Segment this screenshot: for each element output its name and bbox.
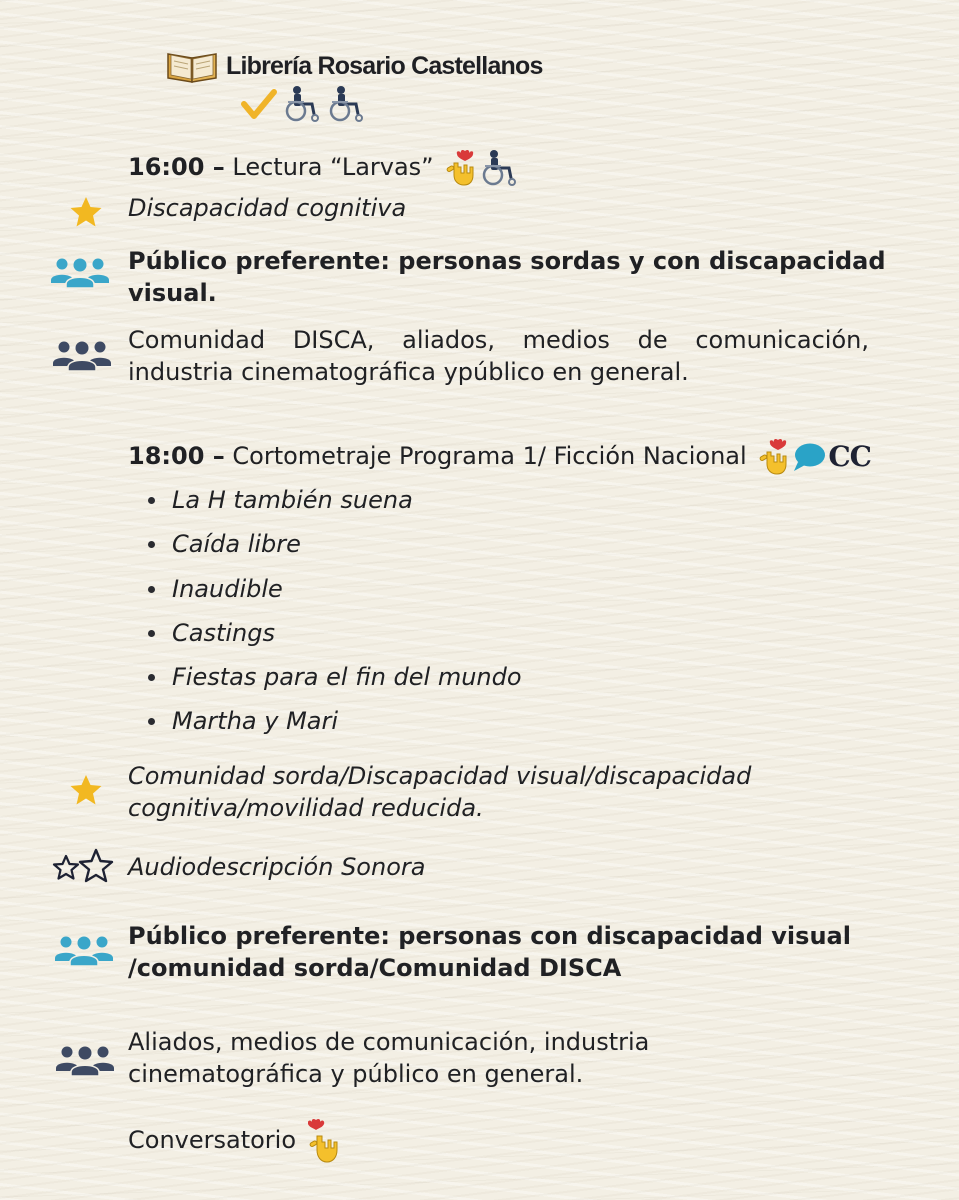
- outline-stars-icon: [50, 848, 116, 888]
- event2-disability: Comunidad sorda/Discapacidad visual/discapacidad cognitiva/movilidad reducida.: [128, 762, 752, 822]
- event2-title: Cortometraje Programa 1/ Ficción Nacional: [232, 442, 747, 470]
- book-icon: [166, 48, 218, 84]
- list-item: La H también suena: [148, 482, 522, 526]
- audience-group-icon: [55, 1044, 115, 1078]
- venue-accessibility-icons: [240, 84, 366, 124]
- event1-preferred-audience: Público preferente: personas sordas y con discapacidad visual.: [128, 247, 886, 307]
- event2-audio-description: Audiodescripción Sonora: [128, 853, 426, 881]
- event2-talk: [128, 1118, 340, 1164]
- list-item: Castings: [148, 615, 522, 659]
- wheelchair-icon: [479, 148, 519, 188]
- wheelchair-icon: [326, 84, 366, 124]
- audience-group-icon: [50, 256, 110, 290]
- list-item: Martha y Mari: [148, 703, 522, 747]
- event1-heading: [128, 148, 519, 188]
- film-list: [148, 482, 522, 748]
- event1-time: 16:00 –: [128, 153, 225, 181]
- audience-group-icon: [52, 339, 112, 373]
- check-icon: [240, 86, 278, 122]
- star-icon: [69, 774, 103, 806]
- event2-general-audience: Aliados, medios de comunicación, industria cinematográfica y público en general.: [128, 1028, 650, 1088]
- event1-disability: Discapacidad cognitiva: [128, 194, 407, 222]
- event2-preferred-audience: Público preferente: personas con discapacidad visual /comunidad sorda/Comunidad DISCA: [128, 922, 851, 982]
- speech-bubble-icon: [792, 442, 826, 472]
- event2-heading: [128, 438, 871, 476]
- venue-title: Librería Rosario Castellanos: [226, 51, 543, 80]
- event2-time: 18:00 –: [128, 442, 225, 470]
- list-item: Inaudible: [148, 571, 522, 615]
- list-item: Fiestas para el fin del mundo: [148, 659, 522, 703]
- sign-language-icon: [308, 1118, 340, 1164]
- venue-header: [166, 48, 543, 84]
- event1-general-audience: Comunidad DISCA, aliados, medios de comunicación, industria cinematográfica ypúblico en general.: [128, 326, 869, 386]
- list-item: Caída libre: [148, 526, 522, 570]
- wheelchair-icon: [282, 84, 322, 124]
- sign-language-icon: [758, 438, 790, 476]
- closed-captions-label: CC: [828, 440, 871, 473]
- star-icon: [69, 196, 103, 228]
- sign-language-icon: [445, 149, 477, 187]
- talk-label: Conversatorio: [128, 1126, 297, 1154]
- audience-group-icon: [54, 934, 114, 968]
- event1-title: Lectura “Larvas”: [232, 153, 434, 181]
